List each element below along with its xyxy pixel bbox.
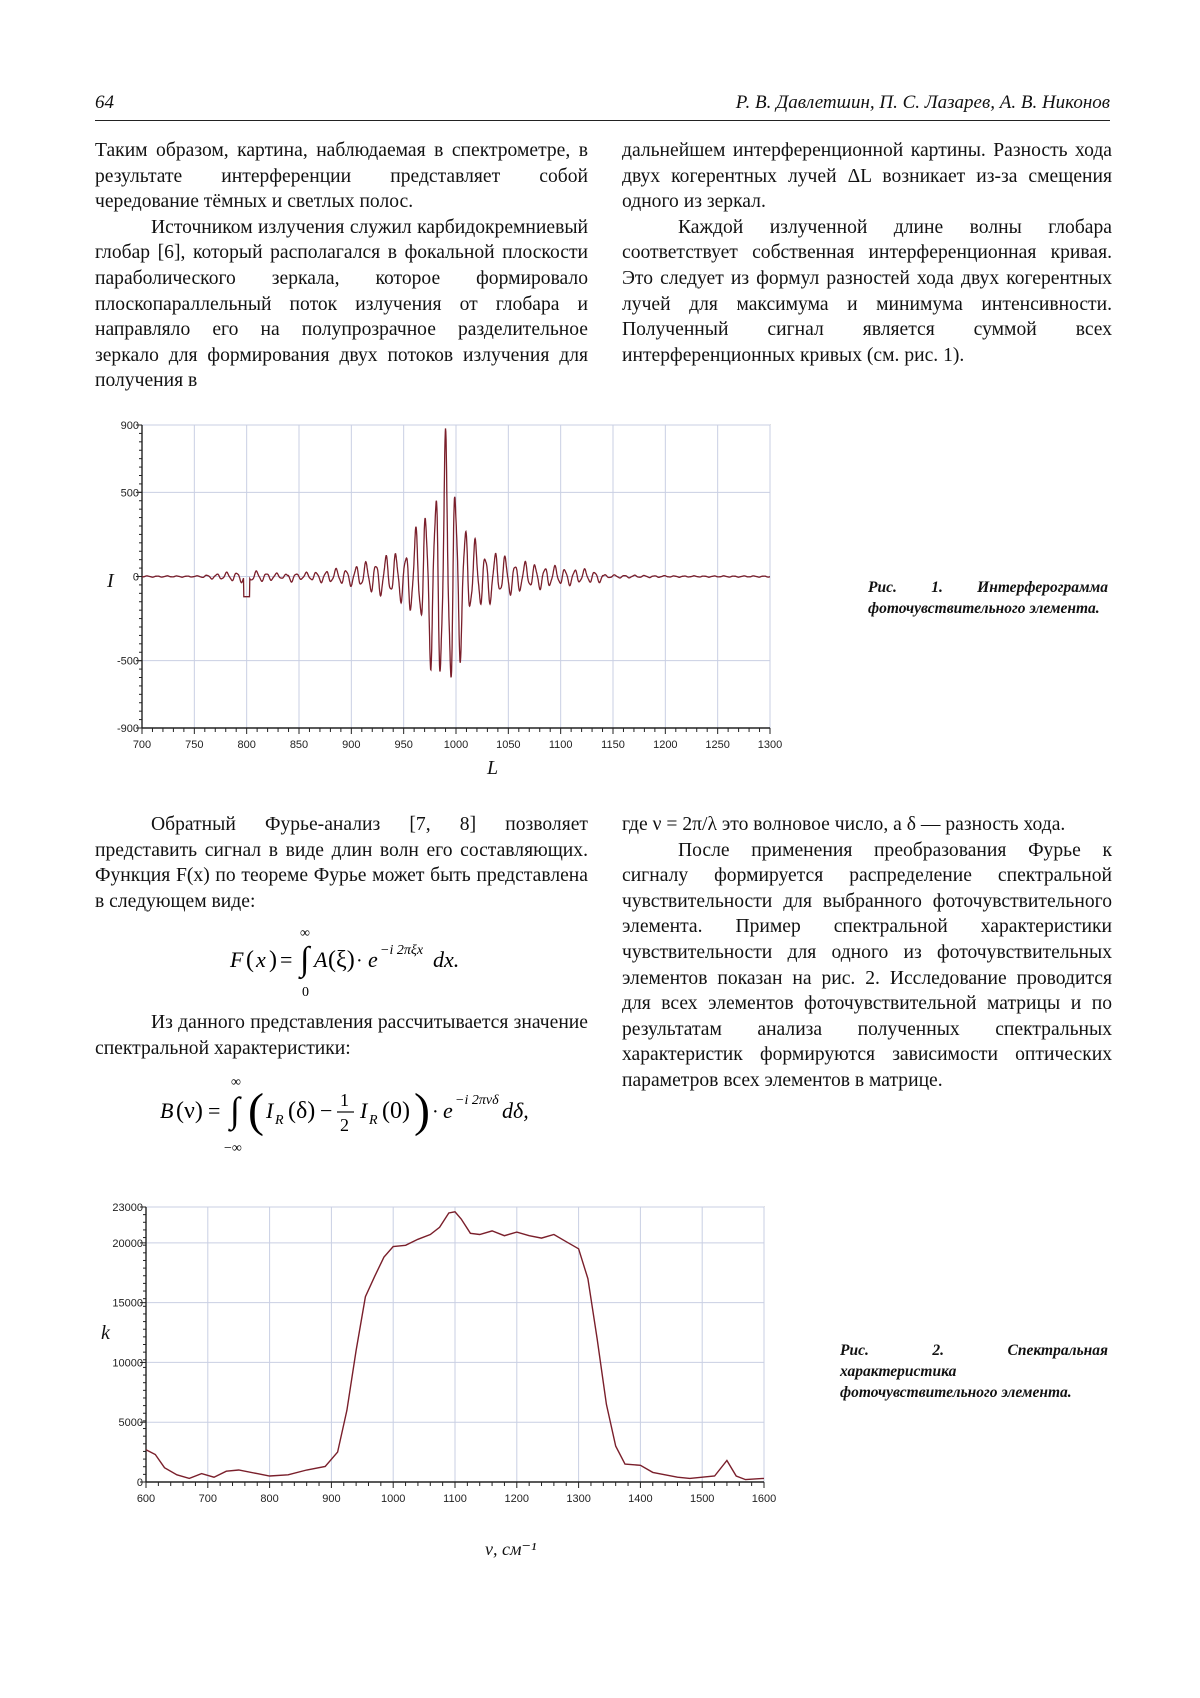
paragraph: Из данного представления рассчитывается значение спектральной характеристики: <box>95 1012 588 1059</box>
svg-text:R: R <box>369 1113 378 1128</box>
bottom-left-column-2 <box>95 1010 588 1061</box>
x-tick-label: 850 <box>289 739 309 751</box>
svg-text:−i 2πξx: −i 2πξx <box>380 943 424 958</box>
svg-text:): ) <box>269 947 277 973</box>
svg-text:−: − <box>320 1098 333 1123</box>
x-tick-label: 1300 <box>566 1493 591 1505</box>
svg-text:(δ): (δ) <box>288 1098 316 1124</box>
x-tick-label: 950 <box>394 739 413 751</box>
figure-2-caption: Рис. 2. Спектральная характеристика фоточувствительного элемента. <box>840 1342 1108 1401</box>
page-number: 64 <box>95 92 114 113</box>
svg-text:e: e <box>368 947 378 972</box>
x-tick-label: 1600 <box>751 1493 777 1505</box>
figure-1-caption: Рис. 1. Интерферограмма фоточувствительного элемента. <box>868 579 1108 617</box>
figure-1 <box>90 420 860 780</box>
x-tick-label: 600 <box>136 1493 156 1505</box>
x-tick-label: 1050 <box>496 739 521 751</box>
paragraph: После применения преобразования Фурье к сигналу формируется распределение спектральной чувствительности для выбранного фоточувствительного элемента. Пример спектральной характеристики чувствительности для одного из фоточувствительных элементов показан на рис. 2. Исследование проводится для всех элементов фоточувствительной матрицы и по результатам анализа полученных спектральных характеристик формируются зависимости оптических параметров всех элементов в матрице. <box>622 839 1112 1091</box>
figure-2 <box>90 1192 850 1572</box>
spectral-chart <box>90 1192 850 1572</box>
svg-text:(: ( <box>246 947 254 973</box>
equation-1-graphic <box>228 920 488 1000</box>
svg-text:∞: ∞ <box>300 926 310 941</box>
x-tick-label: 1500 <box>689 1493 715 1505</box>
x-tick-label: 900 <box>342 739 361 751</box>
x-tick-label: 750 <box>185 739 204 751</box>
paragraph: Обратный Фурье-анализ [7, 8] позволяет представить сигнал в виде длин волн его составляющих. Функция F(x) по теореме Фурье может быть представлена в следующем виде: <box>95 814 588 912</box>
svg-text:(: ( <box>248 1084 264 1137</box>
svg-text:∫: ∫ <box>300 941 310 978</box>
y-tick-label: -500 <box>116 655 139 668</box>
x-tick-label: 1000 <box>380 1493 406 1505</box>
x-tick-label: 1200 <box>653 739 678 751</box>
y-tick-label: 15000 <box>112 1297 143 1310</box>
bottom-left-column <box>95 812 588 914</box>
x-tick-label: 900 <box>322 1493 341 1505</box>
svg-text:−∞: −∞ <box>224 1141 242 1156</box>
svg-text:dx.: dx. <box>433 947 460 972</box>
paragraph: где ν = 2π/λ это волновое число, а δ — разность хода. <box>622 814 1066 835</box>
paragraph: Источником излучения служил карбидокремниевый глобар [6], который располагался в фокальной плоскости параболического зеркала, которое формировало плоскопараллельный поток излучения от глобара и направляло его на полупрозрачное разделительное зеркало для формирования двух потоков излучения для получения в <box>95 216 588 392</box>
y-tick-label: 5000 <box>118 1417 143 1430</box>
x-tick-label: 800 <box>237 739 256 751</box>
svg-text:F: F <box>230 947 244 972</box>
equation-2 <box>158 1068 538 1164</box>
x-tick-label: 1200 <box>504 1493 530 1505</box>
svg-text:(ν): (ν) <box>176 1098 203 1124</box>
y-axis-label: I <box>107 570 114 592</box>
svg-text:A: A <box>314 947 328 972</box>
y-tick-label: 23000 <box>112 1202 143 1214</box>
paragraph: Каждой излученной длине волны глобара соответствует собственная интерференционная кривая. Это следует из формул разностей хода двух когерентных лучей для максимума и минимума интенсивности. Полученный сигнал является суммой всех интерференционных кривых (см. рис. 1). <box>622 216 1112 366</box>
y-tick-label: 500 <box>120 487 139 500</box>
top-left-column <box>95 138 588 394</box>
svg-text:1: 1 <box>340 1090 349 1110</box>
y-tick-label: -900 <box>116 723 139 735</box>
svg-text:·: · <box>356 950 363 972</box>
svg-text:e: e <box>443 1098 453 1123</box>
svg-text:I: I <box>360 1098 368 1123</box>
authors: Р. В. Давлетшин, П. С. Лазарев, А. В. Никонов <box>735 92 1110 113</box>
svg-text:I: I <box>266 1098 274 1123</box>
svg-text:): ) <box>414 1084 430 1137</box>
x-axis-label: ν, см⁻¹ <box>485 1539 537 1559</box>
x-tick-label: 1000 <box>443 739 469 751</box>
svg-text:∞: ∞ <box>231 1075 241 1090</box>
x-tick-label: 1100 <box>548 739 573 751</box>
y-axis-label: k <box>101 1322 110 1344</box>
x-tick-label: 1400 <box>628 1493 653 1505</box>
svg-text:·: · <box>432 1101 439 1123</box>
svg-text:=: = <box>280 947 293 972</box>
y-tick-label: 0 <box>136 1477 143 1489</box>
y-tick-label: 20000 <box>112 1237 143 1250</box>
x-tick-label: 1300 <box>757 739 783 751</box>
x-tick-label: 800 <box>260 1493 279 1505</box>
x-tick-label: 700 <box>198 1493 217 1505</box>
x-axis-label: L <box>487 757 499 779</box>
bottom-right-column <box>622 812 1112 1094</box>
svg-text:R: R <box>275 1113 284 1128</box>
y-tick-label: 10000 <box>112 1357 143 1370</box>
svg-text:0: 0 <box>302 985 309 1000</box>
equation-2-graphic <box>158 1068 538 1158</box>
svg-text:−i 2πνδ: −i 2πνδ <box>455 1093 499 1108</box>
svg-text:(0): (0) <box>382 1098 410 1124</box>
x-tick-label: 1250 <box>705 739 730 751</box>
equation-1 <box>228 920 488 1006</box>
svg-text:B: B <box>160 1098 174 1123</box>
x-tick-label: 1150 <box>601 739 625 751</box>
interferogram-chart <box>90 420 860 780</box>
svg-text:=: = <box>208 1098 221 1123</box>
svg-text:x: x <box>256 947 266 972</box>
svg-text:dδ,: dδ, <box>502 1098 529 1123</box>
y-tick-label: 900 <box>120 420 139 432</box>
running-header <box>95 90 1110 121</box>
paragraph: Таким образом, картина, наблюдаемая в спектрометре, в результате интерференции представляет собой чередование тёмных и светлых полос. <box>95 140 588 213</box>
svg-text:(ξ): (ξ) <box>328 947 355 973</box>
top-right-column <box>622 138 1112 368</box>
x-tick-label: 700 <box>132 739 152 751</box>
x-tick-label: 1100 <box>443 1493 467 1505</box>
paragraph: дальнейшем интерференционной картины. Разность хода двух когерентных лучей ΔL возникает из-за смещения одного из зеркал. <box>622 140 1112 213</box>
svg-text:2: 2 <box>340 1115 349 1135</box>
svg-text:∫: ∫ <box>230 1090 240 1130</box>
y-tick-label: 0 <box>132 571 139 584</box>
